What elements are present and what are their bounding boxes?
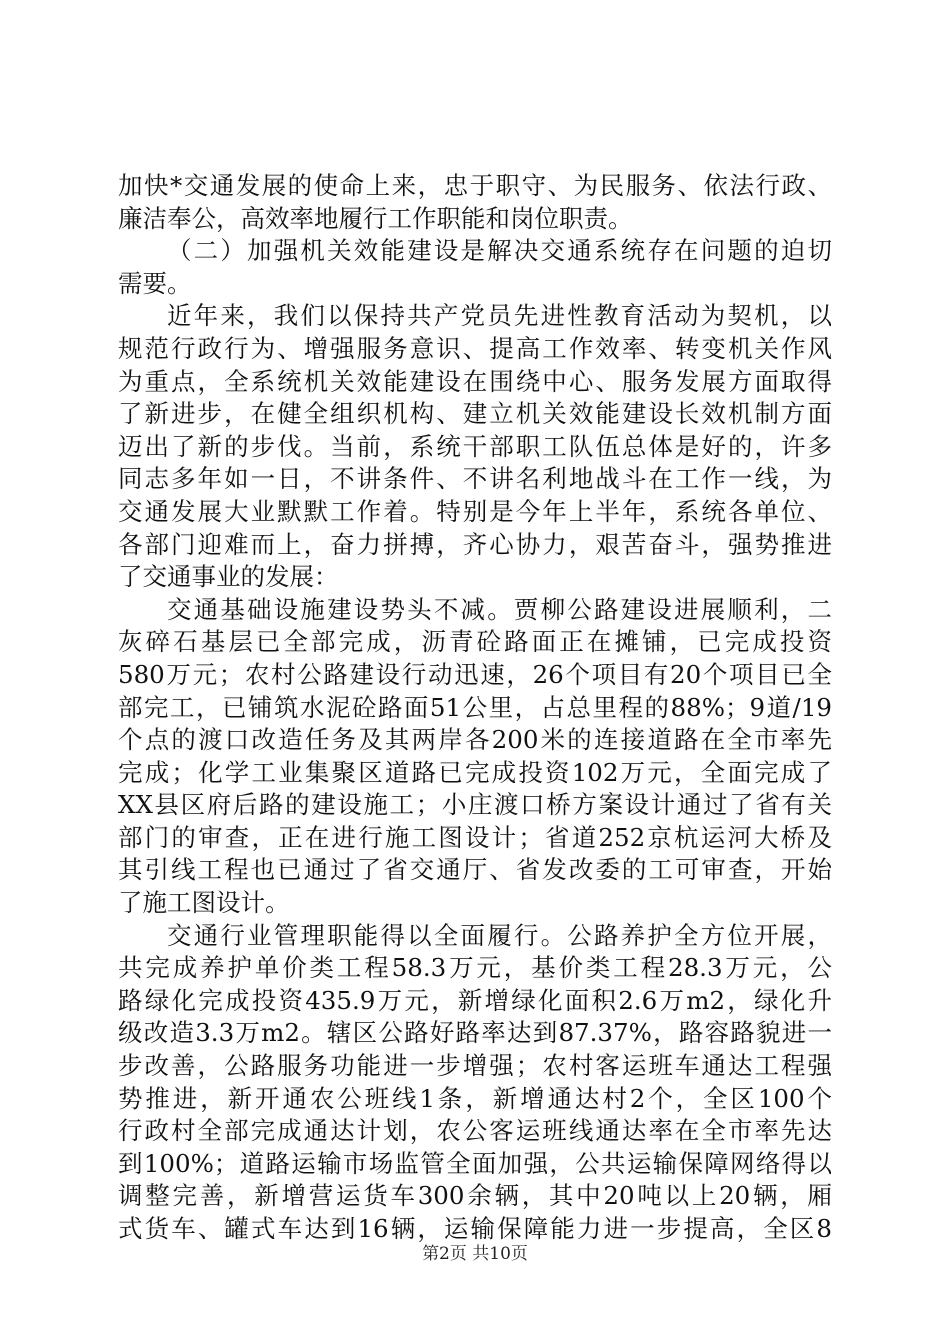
- text-line: 到100%；道路运输市场监管全面加强，公共运输保障网络得以: [118, 1148, 832, 1178]
- text-line: 式货车、罐式车达到16辆，运输保障能力进一步提高，全区8: [118, 1214, 832, 1243]
- section-heading: [118, 235, 832, 300]
- text-line: 完成；化学工业集聚区道路已完成投资102万元，全面完成了: [118, 757, 832, 787]
- paragraph: [118, 170, 832, 235]
- text-line: 交通基础设施建设势头不减。贾柳公路建设进展顺利，二: [167, 594, 832, 624]
- text-line: 各部门迎难而上，奋力拼搏，齐心协力，艰苦奋斗，强势推进: [118, 529, 832, 559]
- text-line: 级改造3.3万m2。辖区公路好路率达到87.37%，路容路貌进一: [118, 1018, 832, 1048]
- text-line: 交通发展大业默默工作着。特别是今年上半年，系统各单位、: [118, 496, 832, 526]
- paragraph: [118, 300, 832, 593]
- text-line: （二）加强机关效能建设是解决交通系统存在问题的迫切: [167, 236, 832, 266]
- text-line: 廉洁奉公，高效率地履行工作职能和岗位职责。: [118, 203, 633, 233]
- page-number-footer: 第2页 共10页: [422, 1244, 528, 1264]
- text-line: 步改善，公路服务功能进一步增强；农村客运班车通达工程强: [118, 1051, 832, 1081]
- text-line: 灰碎石基层已全部完成，沥青砼路面正在摊铺，已完成投资: [118, 627, 832, 657]
- text-line: 近年来，我们以保持共产党员先进性教育活动为契机，以: [167, 301, 832, 331]
- text-line: XX县区府后路的建设施工；小庄渡口桥方案设计通过了省有关: [118, 790, 832, 820]
- text-line: 部门的审查，正在进行施工图设计；省道252京杭运河大桥及: [118, 822, 832, 852]
- paragraph: [118, 920, 832, 1246]
- text-line: 交通行业管理职能得以全面履行。公路养护全方位开展，: [167, 920, 832, 950]
- text-line: 了施工图设计。: [118, 888, 290, 918]
- text-line: 为重点，全系统机关效能建设在围绕中心、服务发展方面取得: [118, 366, 832, 396]
- text-line: 580万元；农村公路建设行动迅速，26个项目有20个项目已全: [118, 659, 832, 689]
- text-line: 路绿化完成投资435.9万元，新增绿化面积2.6万m2，绿化升: [118, 985, 832, 1015]
- document-body: [118, 170, 832, 1246]
- text-line: 行政村全部完成通达计划，农公客运班线通达率在全市率先达: [118, 1116, 832, 1146]
- text-line: 了交通事业的发展：: [118, 562, 339, 592]
- text-line: 共完成养护单价类工程58.3万元，基价类工程28.3万元，公: [118, 953, 832, 983]
- text-line: 势推进，新开通农公班线1条，新增通达村2个，全区100个: [118, 1083, 832, 1113]
- text-line: 调整完善，新增营运货车300余辆，其中20吨以上20辆，厢: [118, 1181, 832, 1211]
- text-line: 加快*交通发展的使命上来，忠于职守、为民服务、依法行政、: [118, 171, 832, 200]
- text-line: 个点的渡口改造任务及其两岸各200米的连接道路在全市率先: [118, 725, 832, 755]
- text-line: 了新进步，在健全组织机构、建立机关效能建设长效机制方面: [118, 399, 832, 429]
- text-line: 需要。: [118, 268, 192, 298]
- text-line: 同志多年如一日，不讲条件、不讲名利地战斗在工作一线，为: [118, 464, 832, 494]
- paragraph: [118, 594, 832, 920]
- text-line: 规范行政行为、增强服务意识、提高工作效率、转变机关作风: [118, 333, 832, 363]
- text-line: 部完工，已铺筑水泥砼路面51公里，占总里程的88%；9道/19: [118, 692, 832, 722]
- text-line: 迈出了新的步伐。当前，系统干部职工队伍总体是好的，许多: [118, 431, 832, 461]
- text-line: 其引线工程也已通过了省交通厅、省发改委的工可审查，开始: [118, 855, 832, 885]
